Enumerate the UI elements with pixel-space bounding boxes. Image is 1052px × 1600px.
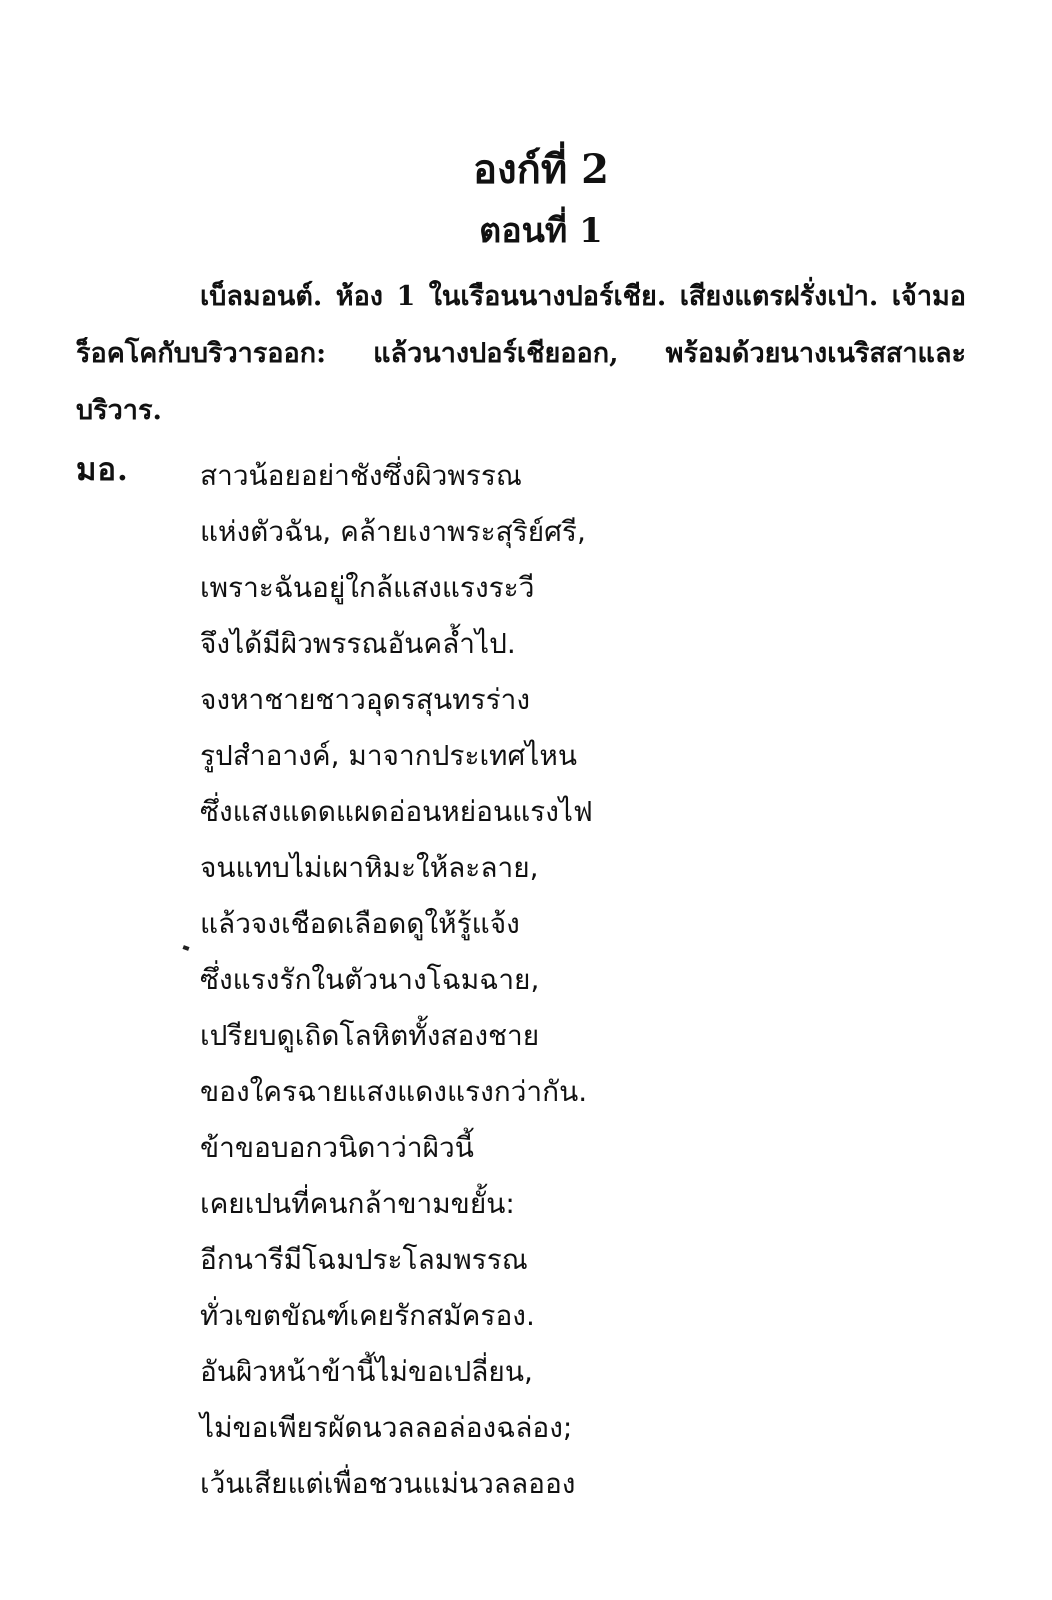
speaker-label: มอ. — [76, 452, 129, 488]
verse-line: สาวน้อยอย่าชังซึ่งผิวพรรณ — [200, 459, 522, 492]
verse-line: แห่งตัวฉัน, คล้ายเงาพระสุริย์ศรี, — [200, 515, 586, 548]
verse-line: จึงได้มีผิวพรรณอันคล้ำไป. — [200, 627, 516, 660]
stage-direction: เบ็ลมอนต์. ห้อง 1 ในเรือนนางปอร์เชีย. เสียงแตรฝรั่งเป่า. เจ้ามอร็อคโคกับบริวารออก: แล้วนางปอร์เชียออก, พร้อมด้วยนางเนริสสาและบริวาร. — [76, 281, 966, 426]
verse-block — [200, 448, 980, 1512]
verse-line: ข้าขอบอกวนิดาว่าผิวนี้ — [200, 1131, 474, 1164]
scene-heading: ตอนที่ 1 — [479, 211, 603, 251]
verse-line: เว้นเสียแต่เพื่อชวนแม่นวลลออง — [200, 1467, 576, 1500]
verse-line: แล้วจงเชือดเลือดดูให้รู้แจ้ง — [200, 907, 520, 940]
verse-line: ของใครฉายแสงแดงแรงกว่ากัน. — [200, 1075, 588, 1108]
act-heading: องก์ที่ 2 — [473, 146, 609, 193]
verse-line: ซึ่งแรงรักในตัวนางโฉมฉาย, — [200, 963, 540, 996]
verse-line: จนแทบไม่เผาหิมะให้ละลาย, — [200, 851, 539, 884]
verse-line: ไม่ขอเพียรผัดนวลลอล่องฉล่อง; — [200, 1411, 573, 1444]
verse-line: อันผิวหน้าข้านี้ไม่ขอเปลี่ยน, — [200, 1355, 533, 1388]
verse-line: จงหาชายชาวอุดรสุนทรร่าง — [200, 683, 531, 716]
verse-line: เคยเปนที่คนกล้าขามขยั้น: — [200, 1187, 515, 1220]
verse-line: ซึ่งแสงแดดแผดอ่อนหย่อนแรงไฟ — [200, 795, 593, 828]
verse-line: อีกนารีมีโฉมประโลมพรรณ — [200, 1243, 528, 1276]
verse-line: รูปสำอางค์, มาจากประเทศไหน — [200, 739, 577, 772]
verse-line: ทั่วเขตขัณฑ์เคยรักสมัครอง. — [200, 1299, 535, 1332]
verse-line: เพราะฉันอยู่ใกล้แสงแรงระวี — [200, 571, 535, 604]
ink-speck — [182, 945, 189, 951]
verse-line: เปรียบดูเถิดโลหิตทั้งสองชาย — [200, 1019, 540, 1052]
